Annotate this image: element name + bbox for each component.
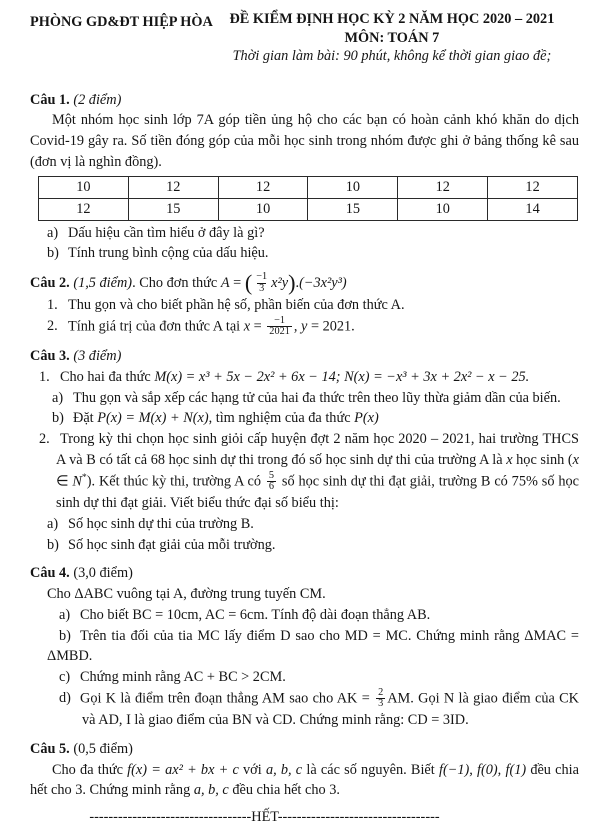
fraction-denominator: 3 xyxy=(259,283,265,295)
question-2-label: Câu 2. xyxy=(30,274,70,291)
table-row xyxy=(39,176,578,198)
function-values: f(−1), f(0), f(1) xyxy=(438,761,527,778)
question-5-text xyxy=(30,760,579,801)
polynomial-f-formula: f(x) = ax² + bx + c xyxy=(127,761,239,778)
question-4a xyxy=(59,605,579,626)
question-1b-text: Tính trung bình cộng của dấu hiệu. xyxy=(68,245,269,262)
question-3-item2-text3: ). Kết thúc kỳ thi, trường A có xyxy=(86,473,265,490)
multiply-dot: . xyxy=(295,274,300,291)
question-3-item2-text1: Trong kỳ thi chọn học sinh giỏi cấp huyện đợt 2 năm học 2020 – 2021, hai trường THCS A và B có tất cả 68 học sinh dự thi trong đó số học sinh dự thi của trường A là xyxy=(56,431,579,468)
question-5-text2: với xyxy=(238,761,266,778)
question-2-item1-text: Thu gọn và cho biết phần hệ số, phần biến của đơn thức A. xyxy=(68,296,405,313)
question-1 xyxy=(30,90,579,264)
formula-variable: A xyxy=(220,274,230,291)
item-b-label: b) xyxy=(47,536,59,553)
question-2-item1 xyxy=(47,295,579,316)
question-2-item2-end: = 2021. xyxy=(307,318,355,335)
exam-title-block xyxy=(213,10,579,66)
item-b-label: b) xyxy=(59,627,71,644)
question-2 xyxy=(30,272,579,338)
open-paren: ( xyxy=(244,270,253,296)
coefficients-abc: a, b, c xyxy=(265,761,303,778)
question-5-label: Câu 5. xyxy=(30,740,70,757)
question-4-label: Câu 4. xyxy=(30,565,70,582)
question-3-item1b-mid: , tìm nghiệm của đa thức xyxy=(208,410,355,427)
question-3-item1a xyxy=(52,388,579,409)
table-cell: 14 xyxy=(488,198,578,220)
question-2-heading xyxy=(30,272,579,295)
fraction-denominator: 6 xyxy=(268,481,275,493)
end-of-exam-line: ----------------------------------HẾT---------------------------------- xyxy=(89,809,440,826)
question-4d xyxy=(59,688,579,731)
variable-x: x xyxy=(506,451,513,468)
question-4-intro: Cho ΔABC vuông tại A, đường trung tuyến CM. xyxy=(47,586,326,603)
sum-formula: P(x) = M(x) + N(x) xyxy=(97,410,209,427)
fraction-numerator: 5 xyxy=(268,469,275,481)
formula-factor2: (−3x²y³) xyxy=(299,274,347,291)
polynomials-formula: M(x) = x³ + 5x − 2x² + 6x − 14; N(x) = −x³ + 3x + 2x² − x − 25. xyxy=(154,369,530,385)
comma: , xyxy=(293,318,302,335)
question-1b xyxy=(47,243,579,264)
table-row xyxy=(39,198,578,220)
question-1-points: (2 điểm) xyxy=(73,91,122,108)
table-cell: 12 xyxy=(39,198,129,220)
fraction-numerator: −1 xyxy=(274,314,286,326)
item-a-label: a) xyxy=(47,224,59,241)
fraction-numerator: 2 xyxy=(378,686,384,698)
question-4d-post: AM. Gọi N là giao điểm của CK và AD, I là giao điểm của BN và CD. Chứng minh rằng: CD = 3ID. xyxy=(82,690,580,729)
fraction xyxy=(254,272,269,295)
question-2-points: (1,5 điểm) xyxy=(73,274,133,291)
equals-sign: = xyxy=(250,318,266,335)
question-5-text3: là các số nguyên. Biết xyxy=(302,761,439,778)
table-cell: 15 xyxy=(128,198,218,220)
question-1-heading xyxy=(30,90,579,111)
item-c-label: c) xyxy=(59,668,71,685)
table-cell: 10 xyxy=(308,176,398,198)
question-4 xyxy=(30,563,579,731)
table-cell: 12 xyxy=(128,176,218,198)
question-3-item2b-text: Số học sinh đạt giải của mỗi trường. xyxy=(68,536,276,553)
item-b-label: b) xyxy=(52,410,64,427)
item-a-label: a) xyxy=(59,606,71,623)
table-cell: 12 xyxy=(398,176,488,198)
variable-x: x xyxy=(243,318,251,335)
question-4c xyxy=(59,667,579,688)
close-paren: ) xyxy=(288,270,296,296)
item-a-label: a) xyxy=(52,389,64,406)
question-2-item2-pre: Tính giá trị của đơn thức A tại xyxy=(68,318,244,335)
question-3-label: Câu 3. xyxy=(30,348,70,365)
question-3-points: (3 điểm) xyxy=(73,348,122,365)
question-3-item2-text2: học sinh ( xyxy=(512,451,573,468)
table-cell: 10 xyxy=(398,198,488,220)
question-3-item1 xyxy=(39,367,579,388)
item-2-label: 2. xyxy=(39,431,50,448)
question-5-text5: đều chia hết cho 3. xyxy=(228,782,340,799)
fraction xyxy=(376,688,385,711)
exam-duration: Thời gian làm bài: 90 phút, không kể thời gian giao đề; xyxy=(232,48,552,65)
table-cell: 12 xyxy=(488,176,578,198)
table-cell: 10 xyxy=(39,176,129,198)
exam-subject: MÔN: TOÁN 7 xyxy=(344,29,440,46)
fraction-numerator: −1 xyxy=(256,271,268,283)
data-table xyxy=(38,176,578,221)
fraction xyxy=(267,471,276,494)
question-3-item2 xyxy=(39,429,579,514)
item-d-label: d) xyxy=(59,690,71,707)
question-4-heading xyxy=(30,563,579,584)
question-5-points: (0,5 điểm) xyxy=(73,740,133,757)
fraction-denominator: 3 xyxy=(378,698,384,710)
question-4b-text: Trên tia đối của tia MC lấy điểm D sao cho MD = MC. Chứng minh rằng ΔMAC = ΔMBD. xyxy=(47,627,579,665)
question-4d-pre: Gọi K là điểm trên đoạn thẳng AM sao cho AK = xyxy=(80,690,375,707)
table-cell: 15 xyxy=(308,198,398,220)
equals-sign: = xyxy=(229,274,245,291)
item-2-label: 2. xyxy=(47,318,58,335)
document-header xyxy=(30,10,579,66)
question-2-item2 xyxy=(47,316,579,339)
question-5-text1: Cho đa thức xyxy=(52,761,128,778)
question-1a xyxy=(47,223,579,244)
set-n-symbol: N xyxy=(72,473,82,490)
item-b-label: b) xyxy=(47,245,59,262)
item-a-label: a) xyxy=(47,515,59,532)
question-3-item1b xyxy=(52,408,579,429)
question-1-text: Một nhóm học sinh lớp 7A góp tiền ủng hộ cho các bạn có hoàn cảnh khó khăn do dịch Covid-19 gây ra. Số tiền đóng góp của mỗi học sinh trong nhóm được ghi ở bảng thống kê sau (đơn vị là nghìn đồng). xyxy=(30,112,579,170)
item-1-label: 1. xyxy=(47,296,58,313)
question-5-text4: đều chia hết cho 3. Chứng minh rằng xyxy=(30,761,579,799)
question-3-item1b-pre: Đặt xyxy=(73,410,98,427)
question-3-item2-text4: số học sinh dự thi đạt giải, trường B có 75% số học sinh dự thi đạt giải. Viết biểu thức đại số biểu thị: xyxy=(56,473,579,512)
variable-x: x xyxy=(572,451,579,468)
question-2-intro: . Cho đơn thức xyxy=(132,274,221,291)
fraction xyxy=(267,316,292,339)
question-1a-text: Dấu hiệu cần tìm hiểu ở đây là gì? xyxy=(68,224,265,241)
question-3-item2b xyxy=(47,535,579,556)
star-superscript: * xyxy=(81,471,87,483)
question-1-label: Câu 1. xyxy=(30,91,70,108)
question-3-item2a-text: Số học sinh dự thi của trường B. xyxy=(68,515,254,532)
question-4b xyxy=(47,626,579,667)
formula-factor1: x²y xyxy=(271,274,289,291)
question-4a-text: Cho biết BC = 10cm, AC = 6cm. Tính độ dài đoạn thẳng AB. xyxy=(80,606,431,623)
issuing-authority: PHÒNG GD&ĐT HIỆP HÒA xyxy=(30,14,213,30)
question-3 xyxy=(30,346,579,555)
polynomial-p: P(x) xyxy=(354,410,379,427)
question-4-points: (3,0 điểm) xyxy=(73,565,133,582)
question-5 xyxy=(30,739,579,801)
table-cell: 10 xyxy=(218,198,308,220)
question-3-heading xyxy=(30,346,579,367)
question-5-heading xyxy=(30,739,579,760)
exam-title: ĐỀ KIỂM ĐỊNH HỌC KỲ 2 NĂM HỌC 2020 – 2021 xyxy=(229,11,555,27)
table-cell: 12 xyxy=(218,176,308,198)
element-of-symbol: ∈ xyxy=(56,473,73,490)
question-3-item1a-text: Thu gọn và sắp xếp các hạng tử của hai đa thức trên theo lũy thừa giảm dần của biến. xyxy=(73,389,561,406)
question-4c-text: Chứng minh rằng AC + BC > 2CM. xyxy=(80,668,286,685)
item-1-label: 1. xyxy=(39,369,50,385)
coefficients-abc: a, b, c xyxy=(193,782,229,799)
question-3-item2a xyxy=(47,514,579,535)
question-3-item1-pre: Cho hai đa thức xyxy=(60,369,155,385)
variable-y: y xyxy=(301,318,308,335)
fraction-denominator: 2021 xyxy=(269,326,290,338)
